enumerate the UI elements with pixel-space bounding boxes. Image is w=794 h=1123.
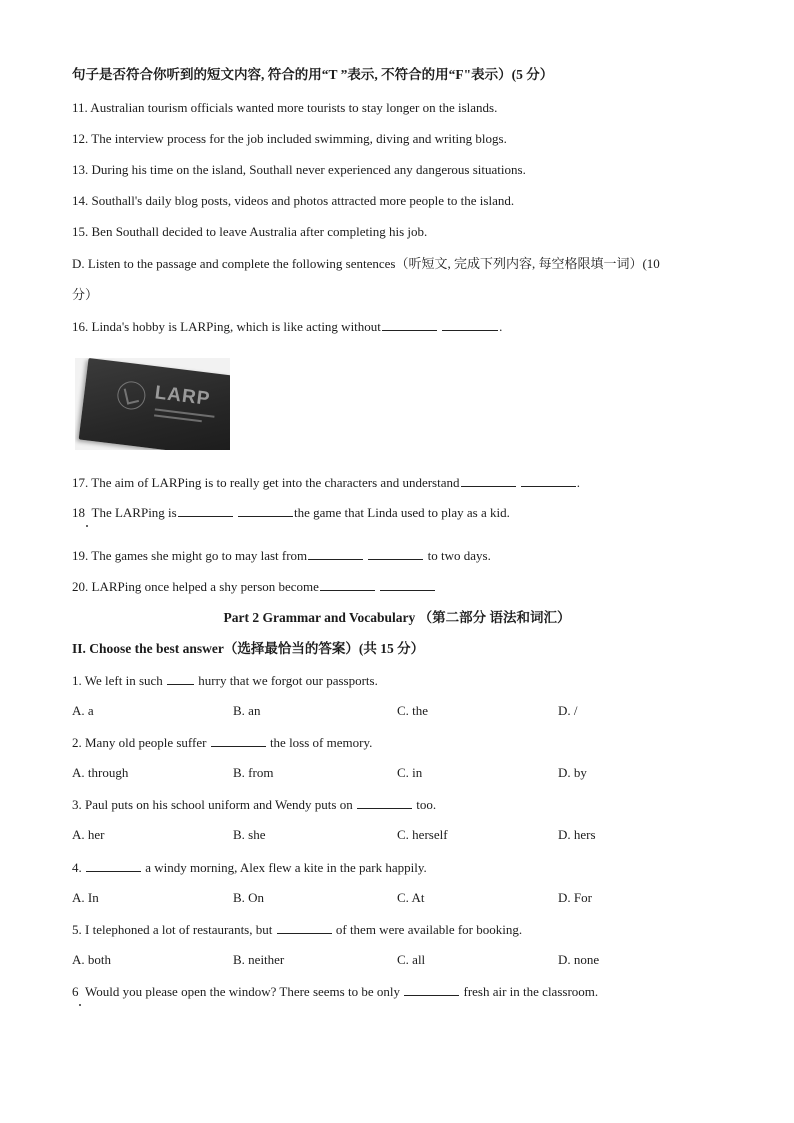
- tf-item-15: 15. Ben Southall decided to leave Australia after completing his job.: [72, 224, 428, 239]
- question-19: [72, 547, 491, 564]
- mc-question-1: [72, 672, 378, 689]
- option-c[interactable]: C. the: [397, 703, 429, 718]
- mc-question-4-text: 4.: [72, 860, 82, 875]
- answer-blank[interactable]: [442, 318, 498, 331]
- answer-blank[interactable]: [277, 921, 332, 934]
- option-c[interactable]: C. in: [397, 765, 423, 780]
- option-a[interactable]: A. through: [72, 765, 129, 780]
- mc-question-6-number: 6: [72, 984, 79, 999]
- section-d-instruction: D. Listen to the passage and complete the following sentences（听短文, 完成下列内容, 每空格限填一词）(10: [72, 256, 660, 271]
- question-19-end: to two days.: [427, 548, 491, 563]
- question-18-end: the game that Linda used to play as a kid.: [293, 505, 510, 520]
- mc-question-5-end: of them were available for booking.: [335, 922, 523, 937]
- question-17-text: 17. The aim of LARPing is to really get into the characters and understand: [72, 475, 460, 490]
- tf-item-12: 12. The interview process for the job included swimming, diving and writing blogs.: [72, 131, 507, 146]
- mc-question-6-end: fresh air in the classroom.: [463, 984, 599, 999]
- option-a[interactable]: A. a: [72, 703, 94, 718]
- option-c[interactable]: C. At: [397, 890, 425, 905]
- answer-blank[interactable]: [380, 578, 435, 591]
- mc-question-6-text: Would you please open the window? There seems to be only: [85, 984, 400, 999]
- question-17-end: .: [576, 475, 580, 490]
- option-d[interactable]: D. hers: [558, 827, 596, 842]
- question-20: [72, 578, 436, 595]
- option-a[interactable]: A. In: [72, 890, 99, 905]
- answer-blank[interactable]: [368, 547, 423, 560]
- larp-logo-text: LARP: [153, 382, 212, 410]
- answer-blank[interactable]: [86, 859, 141, 872]
- mc-question-2-end: the loss of memory.: [269, 735, 373, 750]
- mc-question-1-text: 1. We left in such: [72, 673, 163, 688]
- option-d[interactable]: D. /: [558, 703, 578, 718]
- option-b[interactable]: B. On: [233, 890, 265, 905]
- answer-blank[interactable]: [308, 547, 363, 560]
- option-a[interactable]: A. both: [72, 952, 111, 967]
- tf-instruction: 句子是否符合你听到的短文内容, 符合的用“T ”表示, 不符合的用“F"表示）(5 分）: [72, 67, 554, 82]
- tf-item-14: 14. Southall's daily blog posts, videos and photos attracted more people to the island.: [72, 193, 515, 208]
- question-18-number: 18: [72, 505, 85, 520]
- part-2-heading: Part 2 Grammar and Vocabulary （第二部分 语法和词汇）: [223, 610, 571, 625]
- answer-blank[interactable]: [238, 504, 293, 517]
- business-card: [79, 358, 230, 450]
- logo-subtext-line: [154, 414, 202, 422]
- scan-speck: [79, 1004, 81, 1006]
- question-19-text: 19. The games she might go to may last from: [72, 548, 308, 563]
- question-16-end: .: [499, 319, 503, 334]
- answer-blank[interactable]: [357, 796, 412, 809]
- question-18-text: The LARPing is: [91, 505, 177, 520]
- option-a[interactable]: A. her: [72, 827, 105, 842]
- mc-question-5-text: 5. I telephoned a lot of restaurants, but: [72, 922, 273, 937]
- larp-logo-icon: [116, 380, 147, 411]
- mc-question-2: [72, 734, 372, 751]
- answer-blank[interactable]: [382, 318, 437, 331]
- option-b[interactable]: B. an: [233, 703, 261, 718]
- option-b[interactable]: B. from: [233, 765, 274, 780]
- larp-card-photo: [75, 358, 230, 450]
- question-17: [72, 474, 580, 491]
- answer-blank[interactable]: [167, 672, 194, 685]
- tf-item-13: 13. During his time on the island, Southall never experienced any dangerous situations.: [72, 162, 526, 177]
- mc-question-3: [72, 796, 436, 813]
- mc-question-4-end: a windy morning, Alex flew a kite in the park happily.: [145, 860, 427, 875]
- answer-blank[interactable]: [404, 983, 459, 996]
- section-2-heading: II. Choose the best answer（选择最恰当的答案）(共 15 分）: [72, 641, 425, 656]
- option-d[interactable]: D. none: [558, 952, 600, 967]
- mc-question-4: [72, 859, 427, 876]
- question-16: [72, 318, 502, 335]
- option-c[interactable]: C. herself: [397, 827, 448, 842]
- option-d[interactable]: D. For: [558, 890, 592, 905]
- section-d-instruction-cont: 分）: [72, 287, 99, 302]
- mc-question-1-end: hurry that we forgot our passports.: [198, 673, 378, 688]
- answer-blank[interactable]: [320, 578, 375, 591]
- answer-blank[interactable]: [521, 474, 576, 487]
- scan-speck: [86, 525, 88, 527]
- question-20-text: 20. LARPing once helped a shy person become: [72, 579, 319, 594]
- tf-item-11: 11. Australian tourism officials wanted more tourists to stay longer on the islands.: [72, 100, 498, 115]
- option-b[interactable]: B. she: [233, 827, 266, 842]
- answer-blank[interactable]: [178, 504, 233, 517]
- answer-blank[interactable]: [211, 734, 266, 747]
- option-c[interactable]: C. all: [397, 952, 426, 967]
- mc-question-2-text: 2. Many old people suffer: [72, 735, 207, 750]
- mc-question-3-end: too.: [416, 797, 437, 812]
- answer-blank[interactable]: [461, 474, 516, 487]
- question-16-text: 16. Linda's hobby is LARPing, which is like acting without: [72, 319, 381, 334]
- question-18: [72, 504, 510, 521]
- option-d[interactable]: D. by: [558, 765, 587, 780]
- mc-question-3-text: 3. Paul puts on his school uniform and Wendy puts on: [72, 797, 353, 812]
- mc-question-6: [72, 983, 598, 1000]
- option-b[interactable]: B. neither: [233, 952, 285, 967]
- mc-question-5: [72, 921, 522, 938]
